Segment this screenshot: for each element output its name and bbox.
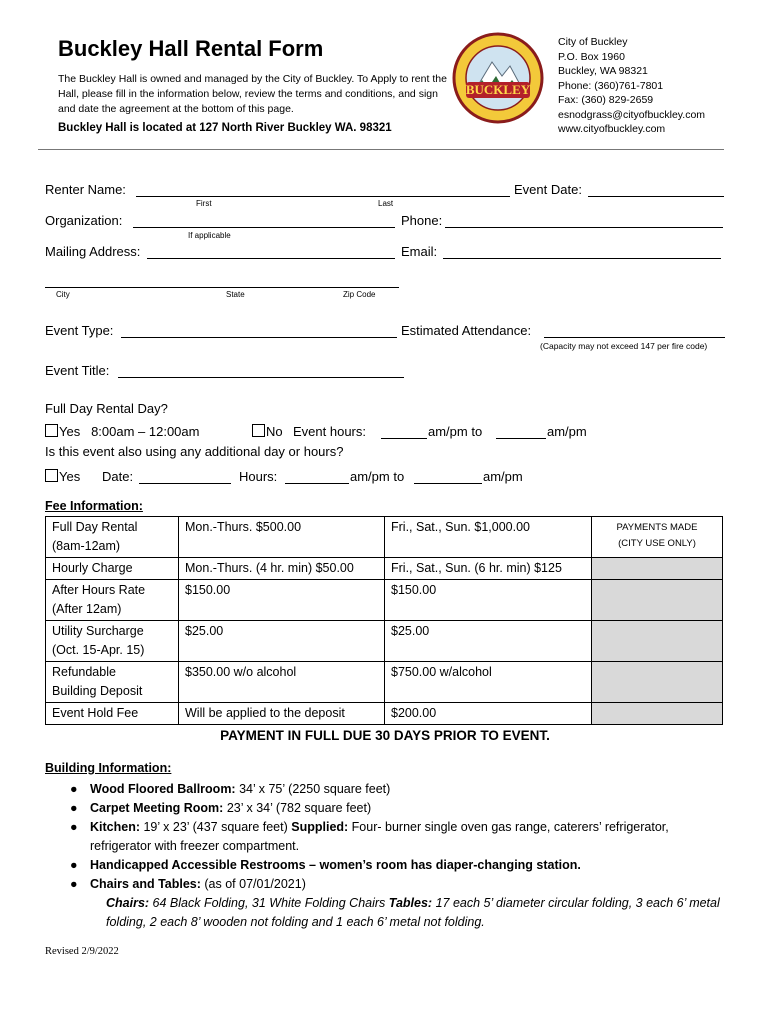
event-hours-label: Event hours: bbox=[293, 424, 366, 439]
table-row bbox=[46, 703, 723, 725]
payments-made-cell bbox=[592, 621, 723, 662]
fee-weekend-cell: $25.00 bbox=[385, 621, 592, 662]
event-type-field[interactable] bbox=[121, 323, 397, 338]
payment-notice: PAYMENT IN FULL DUE 30 DAYS PRIOR TO EVENT. bbox=[220, 728, 550, 743]
building-info-heading: Building Information: bbox=[45, 761, 172, 775]
yes-label: Yes bbox=[59, 424, 81, 439]
bullet-icon: ● bbox=[70, 801, 78, 815]
fee-label-cell: After Hours Rate (After 12am) bbox=[46, 580, 179, 621]
payments-made-cell bbox=[592, 558, 723, 580]
header-divider bbox=[38, 149, 724, 150]
ampm-to-label: am/pm to bbox=[428, 424, 483, 439]
table-row bbox=[46, 662, 723, 703]
renter-name-label: Renter Name: bbox=[45, 182, 126, 197]
ampm-label: am/pm bbox=[483, 469, 523, 484]
organization-field[interactable] bbox=[133, 213, 395, 228]
payments-made-cell bbox=[592, 662, 723, 703]
hall-location: Buckley Hall is located at 127 North River Buckley WA. 98321 bbox=[58, 122, 392, 134]
additional-hours-end-field[interactable] bbox=[414, 469, 482, 484]
event-hours-start-field[interactable] bbox=[381, 424, 427, 439]
full-day-hours: 8:00am – 12:00am bbox=[91, 424, 200, 439]
city-seal-logo bbox=[452, 32, 544, 124]
full-day-no-row bbox=[252, 424, 283, 439]
payments-made-cell bbox=[592, 580, 723, 621]
yes-label: Yes bbox=[59, 469, 81, 484]
fee-weekday-cell: $150.00 bbox=[179, 580, 385, 621]
mailing-address-label: Mailing Address: bbox=[45, 244, 141, 259]
bullet-icon: ● bbox=[70, 782, 78, 796]
full-day-question: Full Day Rental Day? bbox=[45, 401, 168, 416]
estimated-attendance-field[interactable] bbox=[544, 323, 725, 338]
bullet-icon: ● bbox=[70, 820, 78, 834]
fee-label-cell: Full Day Rental (8am-12am) bbox=[46, 517, 179, 558]
fee-label-cell: Hourly Charge bbox=[46, 558, 179, 580]
logo-text: BUCKLEY bbox=[465, 82, 531, 97]
table-row bbox=[46, 517, 723, 558]
organization-label: Organization: bbox=[45, 213, 123, 228]
fee-weekend-cell: Fri., Sat., Sun. (6 hr. min) $125 bbox=[385, 558, 592, 580]
fee-label-cell: Utility Surcharge (Oct. 15-Apr. 15) bbox=[46, 621, 179, 662]
ampm-label: am/pm bbox=[547, 424, 587, 439]
contact-line: Phone: (360)761-7801 bbox=[558, 79, 664, 92]
list-item: ● Carpet Meeting Room: 23’ x 34’ (782 square feet) bbox=[70, 799, 730, 818]
form-title: Buckley Hall Rental Form bbox=[58, 36, 324, 61]
contact-line: City of Buckley bbox=[558, 36, 628, 48]
table-row bbox=[46, 558, 723, 580]
event-title-label: Event Title: bbox=[45, 363, 110, 378]
email-field[interactable] bbox=[443, 244, 721, 259]
additional-yes-row bbox=[45, 469, 80, 484]
fee-weekday-cell: $25.00 bbox=[179, 621, 385, 662]
fee-label-cell: Refundable Building Deposit bbox=[46, 662, 179, 703]
zip-caption: Zip Code bbox=[343, 290, 376, 299]
intro-text: The Buckley Hall is owned and managed by the City of Buckley. To Apply to rent the Hall, please fill in the information below, review the terms and conditions, and sign and date the agreement at the bottom of this page. bbox=[58, 73, 447, 115]
building-info-list bbox=[70, 780, 730, 932]
list-item: ● Kitchen: 19’ x 23’ (437 square feet) Supplied: Four- burner single oven gas range, caterers’ refrigerator, refrigerator with freezer compartment. bbox=[70, 820, 669, 853]
ampm-to-label: am/pm to bbox=[350, 469, 405, 484]
additional-yes-checkbox[interactable] bbox=[45, 469, 58, 482]
if-applicable-caption: If applicable bbox=[188, 231, 231, 240]
table-row bbox=[46, 580, 723, 621]
fee-table bbox=[45, 516, 723, 725]
state-caption: State bbox=[226, 290, 245, 299]
list-item: ● Handicapped Accessible Restrooms – women’s room has diaper-changing station. bbox=[70, 856, 730, 875]
event-hours-end-field[interactable] bbox=[496, 424, 546, 439]
fee-weekend-cell: $750.00 w/alcohol bbox=[385, 662, 592, 703]
contact-website[interactable]: www.cityofbuckley.com bbox=[558, 123, 666, 135]
fee-weekday-cell: Mon.-Thurs. $500.00 bbox=[179, 517, 385, 558]
first-name-caption: First bbox=[196, 199, 212, 208]
date-label: Date: bbox=[102, 469, 134, 484]
fee-label-cell: Event Hold Fee bbox=[46, 703, 179, 725]
hours-label: Hours: bbox=[239, 469, 278, 484]
fee-info-heading: Fee Information: bbox=[45, 499, 143, 513]
contact-block bbox=[558, 35, 705, 137]
event-title-field[interactable] bbox=[118, 363, 404, 378]
fee-weekend-cell: Fri., Sat., Sun. $1,000.00 bbox=[385, 517, 592, 558]
contact-line: P.O. Box 1960 bbox=[558, 50, 625, 63]
chairs-tables-detail: Chairs: 64 Black Folding, 31 White Folding Chairs Tables: 17 each 5’ diameter circular folding, 3 each 6’ metal folding, 2 each 8’ wooden not folding and 1 each 6’ metal not folding. bbox=[106, 896, 720, 929]
renter-name-field[interactable] bbox=[136, 182, 510, 197]
email-label: Email: bbox=[401, 244, 438, 259]
estimated-attendance-label: Estimated Attendance: bbox=[401, 323, 532, 338]
payments-made-cell bbox=[592, 703, 723, 725]
event-date-label: Event Date: bbox=[514, 182, 582, 197]
fee-weekday-cell: Will be applied to the deposit bbox=[179, 703, 385, 725]
bullet-icon: ● bbox=[70, 858, 78, 872]
fee-weekend-cell: $150.00 bbox=[385, 580, 592, 621]
additional-hours-start-field[interactable] bbox=[285, 469, 349, 484]
event-type-label: Event Type: bbox=[45, 323, 114, 338]
mailing-address-field[interactable] bbox=[147, 244, 395, 259]
city-caption: City bbox=[56, 290, 70, 299]
bullet-icon: ● bbox=[70, 877, 78, 891]
full-day-no-checkbox[interactable] bbox=[252, 424, 265, 437]
additional-date-field[interactable] bbox=[139, 469, 231, 484]
list-item: ● Chairs and Tables: (as of 07/01/2021) bbox=[70, 875, 730, 894]
fee-weekday-cell: $350.00 w/o alcohol bbox=[179, 662, 385, 703]
payments-made-header: PAYMENTS MADE (CITY USE ONLY) bbox=[592, 517, 723, 558]
phone-label: Phone: bbox=[401, 213, 443, 228]
contact-line: Fax: (360) 829-2659 bbox=[558, 94, 654, 106]
phone-field[interactable] bbox=[445, 213, 723, 228]
no-label: No bbox=[266, 424, 283, 439]
event-date-field[interactable] bbox=[588, 182, 724, 197]
fee-weekday-cell: Mon.-Thurs. (4 hr. min) $50.00 bbox=[179, 558, 385, 580]
table-row bbox=[46, 621, 723, 662]
list-item: ● Wood Floored Ballroom: 34’ x 75’ (2250 square feet) bbox=[70, 780, 730, 799]
fee-weekend-cell: $200.00 bbox=[385, 703, 592, 725]
additional-day-question: Is this event also using any additional day or hours? bbox=[45, 444, 344, 459]
contact-line: Buckley, WA 98321 bbox=[558, 65, 648, 77]
full-day-yes-checkbox[interactable] bbox=[45, 424, 58, 437]
capacity-note: (Capacity may not exceed 147 per fire code) bbox=[540, 341, 708, 351]
contact-email[interactable]: esnodgrass@cityofbuckley.com bbox=[558, 108, 706, 121]
full-day-yes-row bbox=[45, 424, 199, 439]
revised-date: Revised 2/9/2022 bbox=[45, 946, 119, 957]
city-state-zip-field[interactable] bbox=[45, 273, 399, 288]
last-name-caption: Last bbox=[378, 199, 394, 208]
